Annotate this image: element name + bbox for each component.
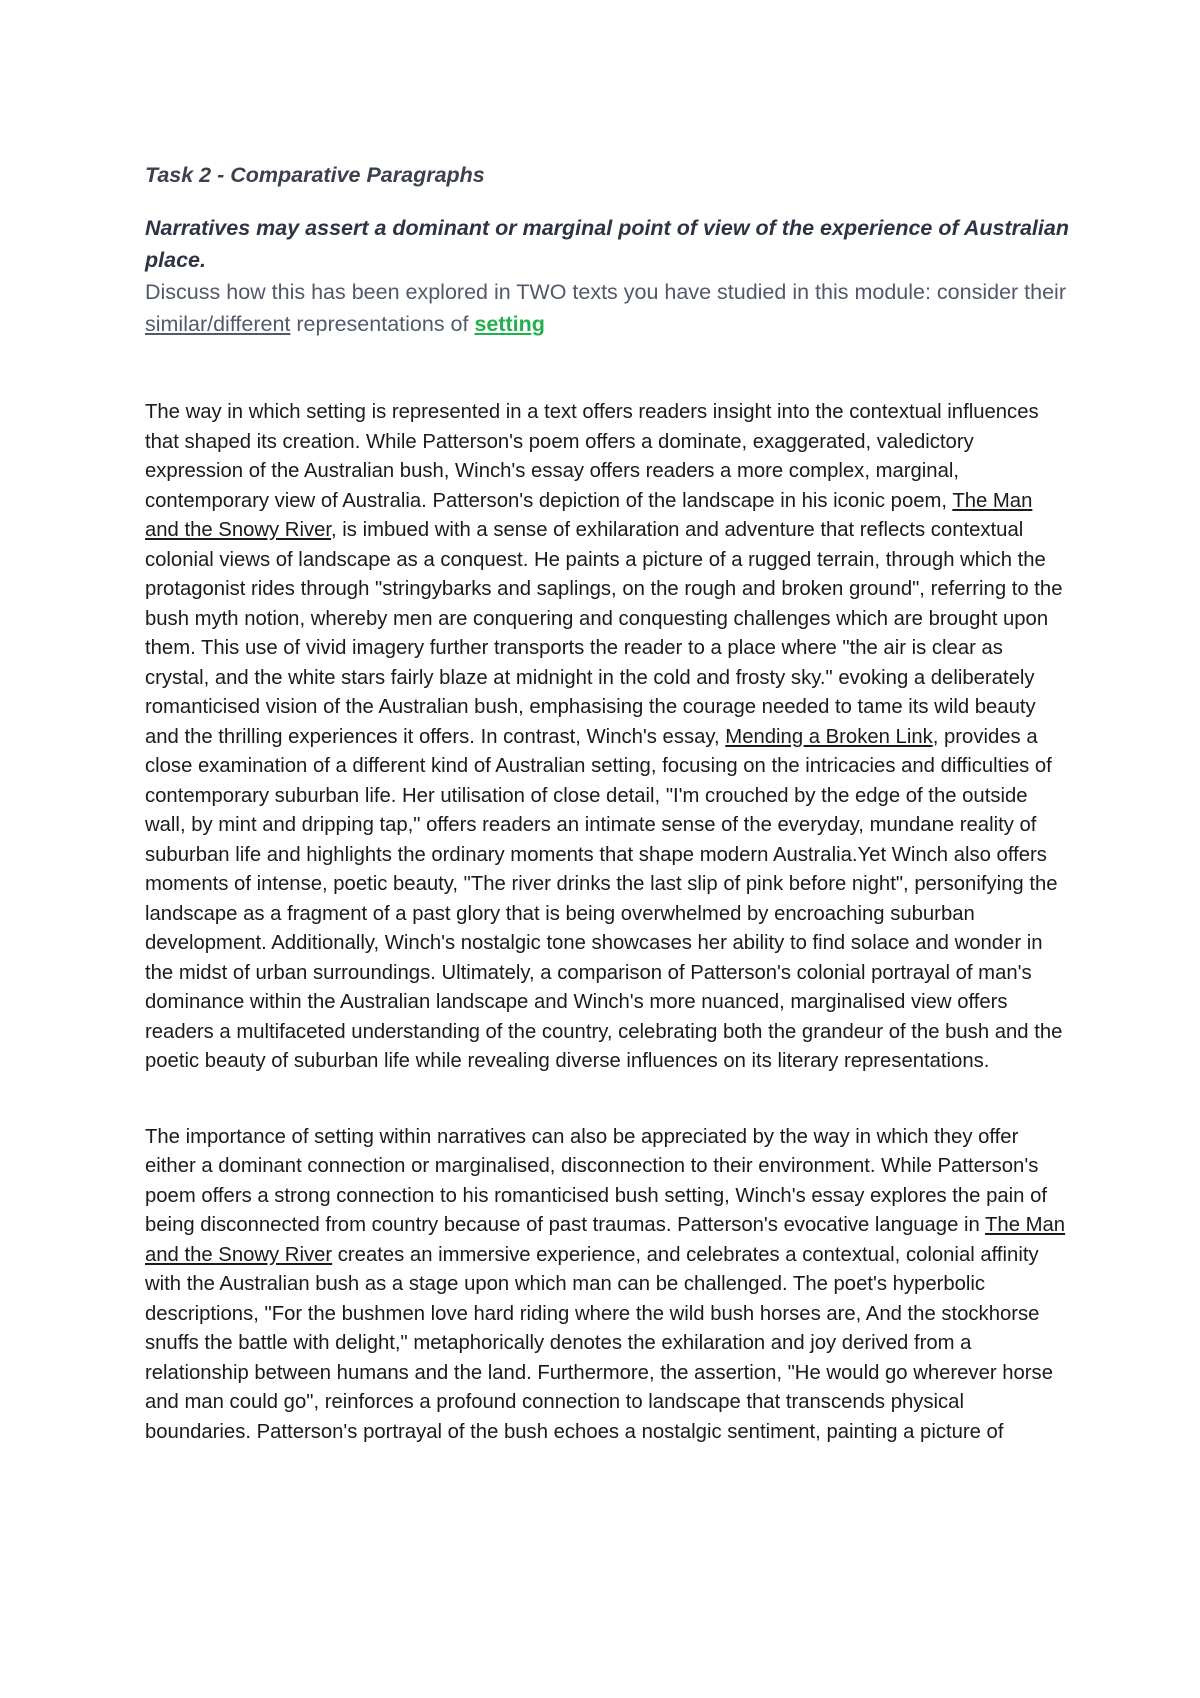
paragraph-1-text-1: The way in which setting is represented in a text offers readers insight into the contextual influences that shaped its creation. While Patterson's poem offers a dominate, exaggerated, valedictory expression of the Australian bush, Winch's essay offers readers a more complex, marginal, contemporary view of Australia. Patterson's depiction of the landscape in his iconic poem, bbox=[145, 401, 1039, 512]
prompt-underlined-text: similar/different bbox=[145, 312, 291, 336]
prompt-question: Narratives may assert a dominant or marginal point of view of the experience of Australian place. bbox=[145, 216, 1069, 272]
paragraph-2-text-2: creates an immersive experience, and celebrates a contextual, colonial affinity with the Australian bush as a stage upon which man can be challenged. The poet's hyperbolic descriptions, "For the bushmen love hard riding where the wild bush horses are, And the stockhorse snuffs the battle with delight," metaphorically denotes the exhilaration and joy derived from a relationship between humans and the land. Furthermore, the assertion, "He would go wherever horse and man could go", reinforces a profound connection to landscape that transcends physical boundaries. Patterson's portrayal of the bush echoes a nostalgic sentiment, painting a picture of bbox=[145, 1243, 1053, 1443]
paragraph-1-text-2: , is imbued with a sense of exhilaration and adventure that reflects contextual colonial views of landscape as a conquest. He paints a picture of a rugged terrain, through which the protagonist rides through "stringybarks and saplings, on the rough and broken ground", referring to the bush myth notion, whereby men are conquering and conquesting challenges which are brought upon them. This use of vivid imagery further transports the reader to a place where "the air is clear as crystal, and the white stars fairly blaze at midnight in the cold and frosty sky." evoking a deliberately romanticised vision of the Australian bush, emphasising the courage needed to tame its wild beauty and the thrilling experiences it offers. In contrast, Winch's essay, bbox=[145, 519, 1063, 748]
task-title: Task 2 - Comparative Paragraphs bbox=[145, 163, 485, 187]
paragraph-2-title-1: The Man and the Snowy River bbox=[145, 1214, 1066, 1266]
prompt-highlight-setting: setting bbox=[474, 312, 545, 336]
paragraph-1-text-3: , provides a close examination of a different kind of Australian setting, focusing on the intricacies and difficulties of contemporary suburban life. Her utilisation of close detail, "I'm crouched by the edge of the outside wall, by mint and dripping tap," offers readers an intimate sense of the everyday, mundane reality of suburban life and highlights the ordinary moments that shape modern Australia.Yet Winch also offers moments of intense, poetic beauty, "The river drinks the last slip of pink before night", personifying the landscape as a fragment of a past glory that is being overwhelmed by encroaching suburban development. Additionally, Winch's nostalgic tone showcases her ability to find solace and wonder in the midst of urban surroundings. Ultimately, a comparison of Patterson's colonial portrayal of man's dominance within the Australian landscape and Winch's more nuanced, marginalised view offers readers a multifaceted understanding of the country, celebrating both the grandeur of the bush and the poetic beauty of suburban life while revealing diverse influences on its literary representations. bbox=[145, 725, 1063, 1072]
essay-paragraph-2 bbox=[145, 1123, 1070, 1448]
paragraph-1-title-1: The Man and the Snowy River bbox=[145, 489, 1033, 541]
prompt-instruction bbox=[145, 276, 1070, 340]
essay-paragraph-1 bbox=[145, 398, 1070, 1077]
prompt-text-b: representations of bbox=[290, 312, 475, 336]
paragraph-1-title-2: Mending a Broken Link bbox=[725, 725, 933, 748]
prompt-text-a: Discuss how this has been explored in TWO texts you have studied in this module: consider their bbox=[145, 280, 1066, 304]
document-content bbox=[145, 160, 1070, 1447]
paragraph-2-text-1: The importance of setting within narratives can also be appreciated by the way in which they offer either a dominant connection or marginalised, disconnection to their environment. While Patterson's poem offers a strong connection to his romanticised bush setting, Winch's essay explores the pain of being disconnected from country because of past traumas. Patterson's evocative language in bbox=[145, 1125, 1047, 1236]
